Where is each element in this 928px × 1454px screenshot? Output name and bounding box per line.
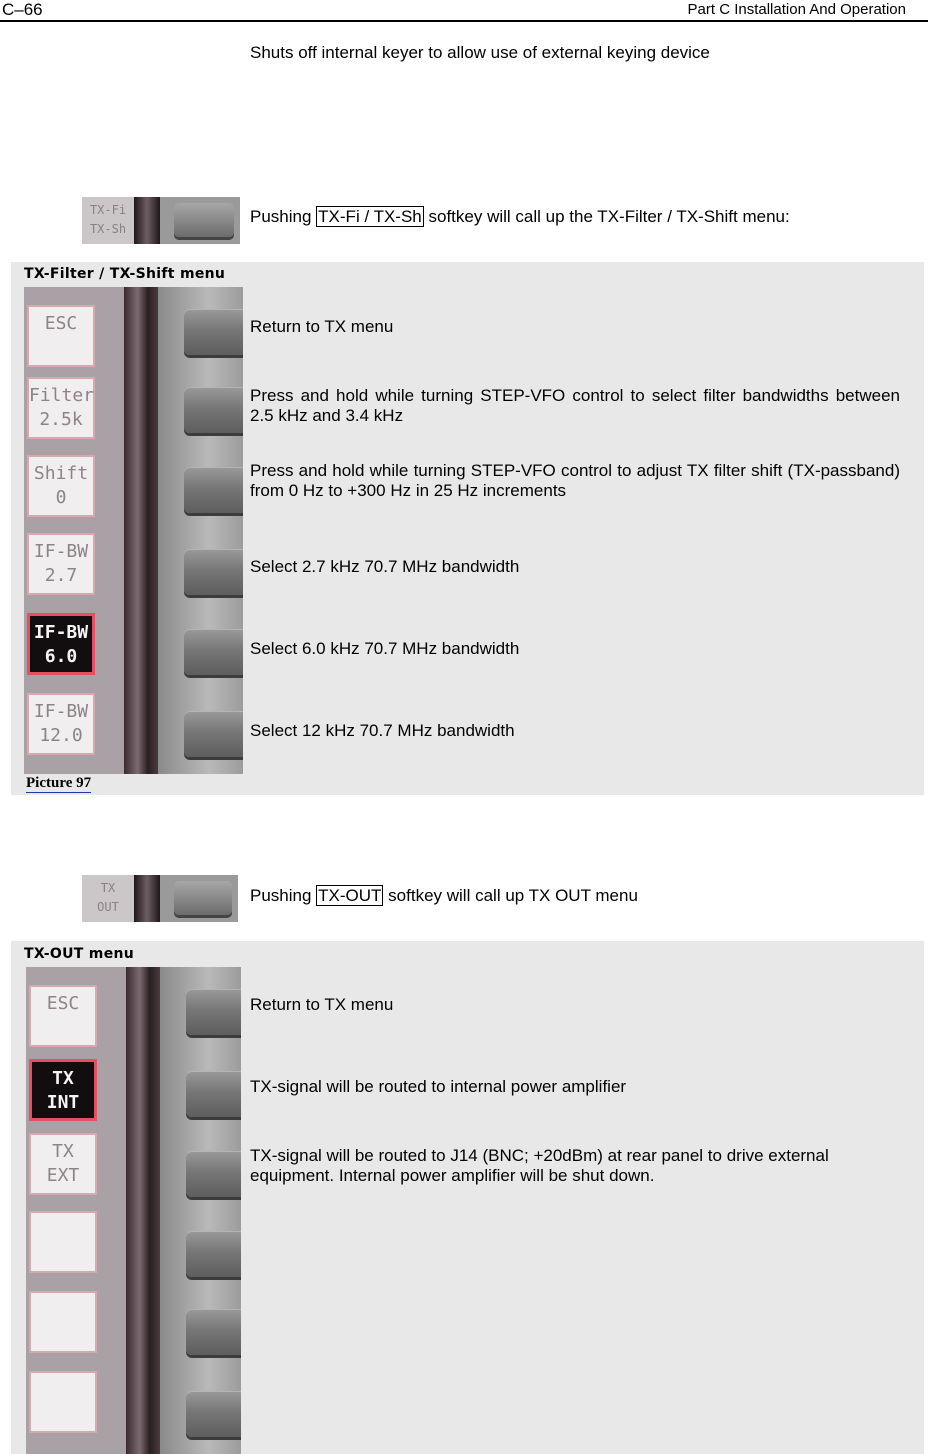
- softkey-label-esc: ESC: [27, 305, 95, 367]
- desc-tx-ext: TX-signal will be routed to J14 (BNC; +20dBm) at rear panel to drive external equipment. Internal power amplifier will be shut down.: [250, 1146, 829, 1185]
- txfi-softkey-image: [82, 197, 240, 244]
- softkey-label-ifbw-2-7: IF-BW 2.7: [27, 533, 95, 595]
- picture-caption: Picture 97: [26, 775, 92, 791]
- softkey-button: [184, 387, 243, 433]
- txfilter-menu-title: TX-Filter / TX-Shift menu: [24, 266, 226, 282]
- softkey-label-filter: Filter 2.5k: [27, 377, 95, 439]
- softkey-button: [186, 1151, 241, 1197]
- softkey-label-shift: Shift 0: [27, 455, 95, 517]
- softkey-label-empty: [29, 1291, 97, 1353]
- softkey-label-esc: ESC: [29, 985, 97, 1047]
- softkey-button: [186, 989, 241, 1035]
- softkey-button: [174, 881, 232, 915]
- softkey-label-ifbw-12-0: IF-BW 12.0: [27, 693, 95, 755]
- softkey-button: [186, 1391, 241, 1437]
- softkey-button: [184, 629, 243, 675]
- page-number: C–66: [2, 0, 43, 19]
- softkey-button: [184, 467, 243, 513]
- softkey-line: TX: [100, 881, 116, 895]
- desc-esc: Return to TX menu: [250, 995, 394, 1014]
- softkey-button: [174, 203, 234, 237]
- softkey-button: [184, 309, 243, 355]
- softkey-line: TX-Sh: [89, 222, 127, 236]
- txout-menu-title: TX-OUT menu: [24, 946, 135, 962]
- intro-text: Shuts off internal keyer to allow use of external keying device: [250, 43, 710, 62]
- desc-ifbw-12-0: Select 12 kHz 70.7 MHz bandwidth: [250, 721, 515, 740]
- desc-ifbw-2-7: Select 2.7 kHz 70.7 MHz bandwidth: [250, 557, 520, 576]
- desc-filter: Press and hold while turning STEP-VFO control to select filter bandwidths between 2.5 kHz and 3.4 kHz: [250, 386, 900, 425]
- softkey-button: [186, 1309, 241, 1355]
- softkey-label-ifbw-6-0: IF-BW 6.0: [27, 613, 95, 675]
- desc-shift: Press and hold while turning STEP-VFO control to adjust TX filter shift (TX-passband) from 0 Hz to +300 Hz in 25 Hz increments: [250, 461, 900, 500]
- desc-ifbw-6-0: Select 6.0 kHz 70.7 MHz bandwidth: [250, 639, 520, 658]
- softkey-button: [186, 1231, 241, 1277]
- softkey-label-empty: [29, 1211, 97, 1273]
- txout-softkey-strip: [26, 967, 241, 1454]
- softkey-button: [184, 549, 243, 595]
- softkey-label-tx-ext: TX EXT: [29, 1133, 97, 1195]
- softkey-line: OUT: [97, 900, 119, 914]
- txfilter-softkey-strip: [24, 287, 243, 774]
- desc-tx-int: TX-signal will be routed to internal power amplifier: [250, 1077, 627, 1096]
- softkey-button: [184, 711, 243, 757]
- txout-instruction: Pushing TX-OUT softkey will call up TX OUT menu: [250, 886, 638, 905]
- softkey-label-tx-int: TX INT: [29, 1059, 97, 1121]
- softkey-button: [186, 1071, 241, 1117]
- txout-softkey-image: [82, 875, 238, 922]
- txout-key-label: TX-OUT: [318, 886, 382, 905]
- desc-esc: Return to TX menu: [250, 317, 394, 336]
- softkey-label-empty: [29, 1371, 97, 1433]
- txfi-instruction: Pushing TX-Fi / TX-Sh softkey will call up the TX-Filter / TX-Shift menu:: [250, 207, 790, 226]
- softkey-line: TX-Fi: [89, 203, 127, 217]
- txfi-key-label: TX-Fi / TX-Sh: [318, 207, 422, 226]
- header-rule: [0, 20, 928, 22]
- section-title: Part C Installation And Operation: [687, 1, 906, 18]
